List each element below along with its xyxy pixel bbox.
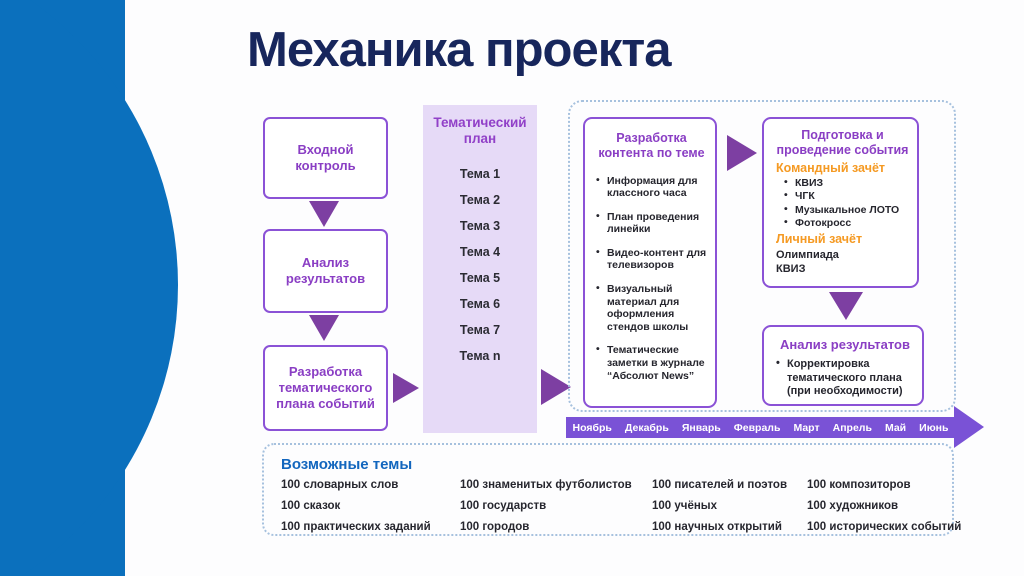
possible-themes-column-2 bbox=[460, 475, 632, 538]
arrow-down-icon bbox=[309, 201, 339, 227]
results-analysis-bullet: • Корректировка тематического плана (при необходимости) bbox=[774, 358, 916, 398]
possible-theme-item: 100 городов bbox=[460, 520, 530, 533]
flow-box-input-control-label: Входной контроль bbox=[295, 142, 356, 173]
arrow-down-icon bbox=[309, 315, 339, 341]
theme-item: Тема n bbox=[459, 349, 501, 364]
timeline-month-label: Февраль bbox=[733, 421, 781, 434]
timeline-month-label: Декабрь bbox=[624, 421, 669, 434]
possible-theme-item: 100 исторических событий bbox=[807, 520, 962, 533]
team-score-list bbox=[774, 177, 911, 230]
content-dev-box bbox=[583, 117, 717, 408]
results-analysis-header: Анализ результатов bbox=[780, 337, 910, 352]
flow-box-analysis-label: Анализ результатов bbox=[285, 255, 366, 286]
team-score-item: • ЧГК bbox=[782, 190, 911, 203]
possible-theme-item: 100 композиторов bbox=[807, 479, 911, 491]
content-dev-bullet-list bbox=[594, 175, 709, 383]
team-score-item: • Фотокросс bbox=[782, 217, 911, 230]
possible-themes-column-3 bbox=[652, 475, 787, 538]
personal-score-header: Личный зачёт bbox=[776, 231, 863, 246]
results-analysis-bullet-list bbox=[774, 358, 916, 398]
blue-side-decoration bbox=[0, 0, 200, 576]
possible-theme-item: 100 учёных bbox=[652, 499, 718, 512]
timeline-month-label: Май bbox=[884, 421, 907, 434]
theme-item: Тема 2 bbox=[459, 193, 501, 208]
results-analysis-box bbox=[762, 325, 924, 406]
timeline-month-label: Январь bbox=[681, 421, 721, 434]
arrow-right-icon bbox=[541, 369, 571, 405]
event-header: Подготовка и проведение события bbox=[776, 128, 909, 157]
team-score-item: • КВИЗ bbox=[782, 177, 911, 190]
possible-themes-column-1 bbox=[281, 475, 431, 538]
flow-box-input-control bbox=[263, 117, 388, 199]
possible-themes-column-4 bbox=[807, 475, 961, 538]
theme-item: Тема 7 bbox=[459, 323, 501, 338]
flow-box-plan-dev-label: Разработка тематического плана событий bbox=[276, 364, 375, 411]
thematic-plan-panel bbox=[423, 105, 537, 433]
possible-themes-box bbox=[262, 443, 962, 536]
theme-item: Тема 1 bbox=[459, 167, 501, 182]
timeline-month-label: Апрель bbox=[832, 421, 872, 434]
content-dev-bullet: • Информация для классного часа bbox=[594, 175, 709, 200]
content-dev-header: Разработка контента по теме bbox=[598, 131, 705, 160]
personal-score-list bbox=[774, 248, 911, 277]
arrow-down-icon bbox=[829, 292, 863, 320]
timeline-month-label: Июнь bbox=[919, 421, 949, 434]
possible-theme-item: 100 художников bbox=[807, 499, 899, 512]
arrow-right-icon bbox=[393, 373, 419, 403]
timeline-arrowhead-icon bbox=[954, 406, 984, 448]
flow-box-plan-dev bbox=[263, 345, 388, 431]
content-dev-bullet: • Визуальный материал для оформления стендов школы bbox=[594, 283, 709, 333]
possible-themes-header: Возможные темы bbox=[281, 456, 413, 473]
timeline-bar bbox=[566, 417, 955, 438]
possible-theme-item: 100 практических заданий bbox=[281, 520, 431, 533]
timeline-month-label: Март bbox=[793, 421, 820, 434]
team-score-item: • Музыкальное ЛОТО bbox=[782, 204, 911, 217]
thematic-plan-list bbox=[423, 167, 537, 363]
timeline-month-label: Ноябрь bbox=[572, 421, 612, 434]
possible-theme-item: 100 сказок bbox=[281, 499, 341, 512]
arrow-right-icon bbox=[727, 135, 757, 171]
content-dev-bullet: • Видео-контент для телевизоров bbox=[594, 247, 709, 272]
content-dev-bullet: • План проведения линейки bbox=[594, 211, 709, 236]
theme-item: Тема 5 bbox=[459, 271, 501, 286]
possible-theme-item: 100 словарных слов bbox=[281, 479, 399, 491]
possible-theme-item: 100 государств bbox=[460, 499, 547, 512]
personal-score-item: КВИЗ bbox=[776, 263, 806, 276]
personal-score-item: Олимпиада bbox=[776, 248, 839, 261]
content-dev-bullet: • Тематические заметки в журнале “Абсолют News” bbox=[594, 344, 709, 382]
possible-theme-item: 100 знаменитых футболистов bbox=[460, 479, 632, 491]
possible-theme-item: 100 научных открытий bbox=[652, 520, 782, 533]
flow-box-analysis bbox=[263, 229, 388, 313]
theme-item: Тема 3 bbox=[459, 219, 501, 234]
event-box bbox=[762, 117, 919, 288]
page-title: Механика проекта bbox=[247, 23, 671, 77]
theme-item: Тема 4 bbox=[459, 245, 501, 260]
team-score-header: Командный зачёт bbox=[776, 160, 886, 175]
possible-theme-item: 100 писателей и поэтов bbox=[652, 479, 788, 491]
thematic-plan-header: Тематический план bbox=[433, 115, 527, 146]
theme-item: Тема 6 bbox=[459, 297, 501, 312]
